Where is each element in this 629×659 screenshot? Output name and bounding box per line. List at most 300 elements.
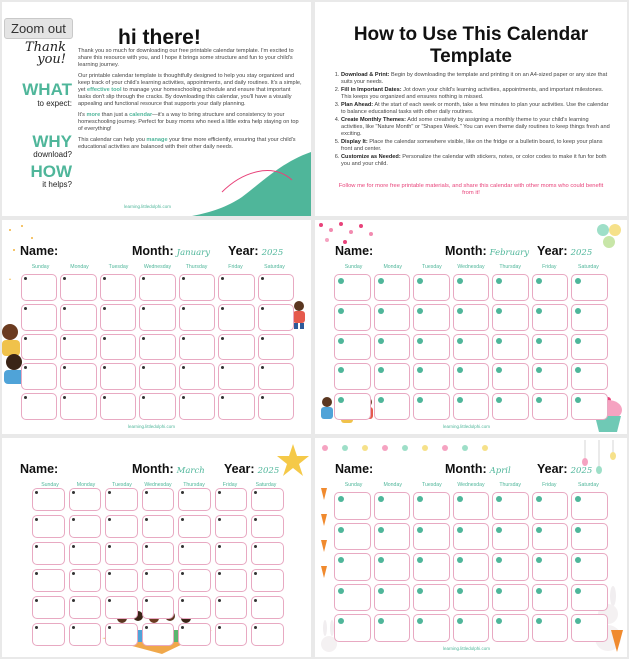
weekday-header (334, 264, 608, 270)
day-cell (374, 274, 411, 301)
day-marker-dot (496, 367, 502, 373)
year-field: Year: 2025 (537, 462, 593, 476)
day-marker-dot (496, 308, 502, 314)
weekday-label: Tuesday (112, 482, 132, 488)
howto-page (315, 2, 627, 216)
weekday-label: Wednesday (457, 264, 485, 270)
name-label: Name: (335, 244, 374, 258)
day-marker-dot (338, 557, 344, 563)
day-marker-dot (536, 338, 542, 344)
day-cell (105, 623, 138, 646)
intro-footer-url: learning.littledolphi.com (124, 204, 172, 209)
day-cell (139, 304, 175, 331)
day-cell (60, 274, 96, 301)
day-marker-dot (181, 572, 184, 575)
day-cell (258, 393, 294, 420)
day-cell (413, 363, 450, 390)
day-marker-dot (24, 277, 27, 280)
day-cell (334, 584, 371, 612)
day-cell (251, 515, 284, 538)
day-marker-dot (457, 397, 463, 403)
day-marker-dot (417, 496, 423, 502)
day-marker-dot (218, 491, 221, 494)
day-cell (69, 569, 102, 592)
day-cell (218, 393, 254, 420)
day-marker-dot (142, 277, 145, 280)
day-marker-dot (536, 367, 542, 373)
day-cell (334, 492, 371, 520)
day-marker-dot (261, 277, 264, 280)
day-cell (492, 584, 529, 612)
day-marker-dot (457, 338, 463, 344)
why-subheading: download? (33, 150, 72, 159)
day-cell (218, 363, 254, 390)
day-marker-dot (417, 338, 423, 344)
day-marker-dot (145, 491, 148, 494)
day-cell (334, 614, 371, 642)
day-cell (69, 488, 102, 511)
day-cell (215, 542, 248, 565)
day-cell (532, 274, 569, 301)
day-marker-dot (24, 337, 27, 340)
day-marker-dot (181, 545, 184, 548)
day-marker-dot (218, 545, 221, 548)
intro-paragraph-1: Thank you so much for downloading our free printable calendar template. I'm excited to share this resource with you, and I hope it brings some structure and fun to your child's learning journey. (78, 48, 294, 68)
weekday-label: Tuesday (421, 264, 442, 270)
day-cell (142, 569, 175, 592)
day-cell (139, 393, 175, 420)
day-cell (492, 393, 529, 420)
day-cell (413, 553, 450, 581)
day-cell (105, 569, 138, 592)
month-field: Month: March (132, 462, 205, 476)
follow-message: Follow me for more free printable materials, and share this calendar with other moms who could benefit from it! (338, 183, 604, 196)
day-marker-dot (378, 367, 384, 373)
day-marker-dot (536, 557, 542, 563)
intro-title: hi there! (118, 26, 201, 49)
day-cell (413, 614, 450, 642)
day-cell (60, 363, 96, 390)
weekday-label: Wednesday (457, 482, 485, 488)
day-cell (532, 614, 569, 642)
day-marker-dot (536, 308, 542, 314)
day-cell (258, 304, 294, 331)
day-cell (571, 304, 608, 331)
day-cell (492, 523, 529, 551)
day-marker-dot (145, 599, 148, 602)
day-marker-dot (221, 396, 224, 399)
day-cell (251, 488, 284, 511)
weekday-label: Friday (222, 482, 238, 488)
day-marker-dot (63, 277, 66, 280)
intro-paragraph-2: Our printable calendar template is thoughtfully designed to help you stay organized and keep track of your child's learning activities, appointments, and daily routines. It's a simple, yet effective tool to manage your homeschooling schedule and ensure that important tasks don't slip through the cracks. By downloading this calendar, you'll have a visually appealing and functional resource that supports your daily planning. (78, 73, 302, 107)
day-marker-dot (261, 307, 264, 310)
calendar-footer-url: learning.littledolphi.com (128, 424, 176, 429)
day-cell (60, 334, 96, 361)
name-label: Name: (20, 244, 59, 258)
day-marker-dot (261, 337, 264, 340)
day-cell (178, 542, 211, 565)
calendar-page-january (2, 220, 311, 434)
intro-paragraph-4: This calendar can help you manage your time more efficiently, ensuring that your child's educational activities are balanced with their other daily needs. (78, 137, 296, 150)
day-marker-dot (378, 557, 384, 563)
day-marker-dot (63, 366, 66, 369)
weekday-label: Friday (542, 482, 557, 488)
name-label: Name: (335, 462, 374, 476)
day-cell (492, 492, 529, 520)
howto-step: 3. Plan Ahead: At the start of each week or month, take a few minutes to plan your activities. Use the calendar to balance educational tasks with other daily routines. (341, 102, 613, 116)
day-cell (374, 492, 411, 520)
day-marker-dot (338, 308, 344, 314)
day-cell (571, 274, 608, 301)
day-cell (492, 304, 529, 331)
day-cell (69, 515, 102, 538)
day-cell (215, 569, 248, 592)
day-cell (251, 596, 284, 619)
weekday-label: Wednesday (143, 264, 172, 270)
day-marker-dot (35, 491, 38, 494)
day-marker-dot (181, 599, 184, 602)
candy-hearts-decoration (595, 222, 625, 252)
day-cell (413, 393, 450, 420)
day-cell (139, 363, 175, 390)
day-cell (32, 569, 65, 592)
carrot-garland-decoration (317, 484, 331, 584)
day-marker-dot (182, 366, 185, 369)
day-cell (105, 488, 138, 511)
day-cell (21, 274, 57, 301)
thank-you-script: Thank you! (24, 40, 66, 67)
day-marker-dot (103, 396, 106, 399)
day-marker-dot (496, 557, 502, 563)
day-marker-dot (575, 557, 581, 563)
day-cell (492, 614, 529, 642)
day-cell (571, 393, 608, 420)
day-cell (571, 584, 608, 612)
day-cell (334, 363, 371, 390)
day-marker-dot (254, 518, 257, 521)
calendar-page-march (2, 438, 311, 657)
day-cell (105, 596, 138, 619)
day-marker-dot (457, 557, 463, 563)
day-cell (179, 363, 215, 390)
howto-step: 2. Fill in Important Dates: Jot down your child's learning activities, appointments, and important milestones. This keeps you organized and ensures nothing is missed. (341, 87, 613, 101)
day-cell (492, 363, 529, 390)
day-cell (532, 363, 569, 390)
day-marker-dot (181, 491, 184, 494)
day-cell (532, 393, 569, 420)
day-marker-dot (35, 599, 38, 602)
year-field: Year: 2025 (228, 244, 284, 258)
day-marker-dot (218, 599, 221, 602)
day-marker-dot (496, 338, 502, 344)
day-marker-dot (218, 572, 221, 575)
day-cell (69, 623, 102, 646)
day-cell (32, 542, 65, 565)
weekday-label: Wednesday (144, 482, 172, 488)
day-marker-dot (575, 367, 581, 373)
weekday-header (21, 264, 294, 270)
day-marker-dot (24, 366, 27, 369)
day-marker-dot (145, 545, 148, 548)
calendar-grid (334, 274, 608, 420)
day-cell (179, 393, 215, 420)
calendar-grid (334, 492, 608, 642)
day-marker-dot (145, 572, 148, 575)
what-heading: WHAT (22, 80, 72, 99)
calendar-page-april (315, 438, 627, 657)
day-marker-dot (182, 337, 185, 340)
day-marker-dot (254, 545, 257, 548)
day-cell (258, 334, 294, 361)
day-cell (21, 304, 57, 331)
day-marker-dot (575, 338, 581, 344)
day-cell (32, 596, 65, 619)
day-cell (453, 553, 490, 581)
day-marker-dot (142, 396, 145, 399)
weekday-label: Sunday (31, 264, 50, 270)
how-heading: HOW (30, 162, 72, 181)
day-marker-dot (145, 626, 148, 629)
day-cell (69, 542, 102, 565)
day-cell (142, 488, 175, 511)
day-cell (374, 523, 411, 551)
day-marker-dot (108, 626, 111, 629)
weekday-label: Thursday (185, 264, 208, 270)
weekday-label: Sunday (344, 264, 363, 270)
day-marker-dot (103, 337, 106, 340)
day-marker-dot (378, 397, 384, 403)
zoom-out-button[interactable]: Zoom out (4, 18, 73, 39)
day-marker-dot (575, 618, 581, 624)
day-marker-dot (35, 545, 38, 548)
why-heading: WHY (32, 132, 72, 151)
day-cell (178, 569, 211, 592)
day-marker-dot (575, 397, 581, 403)
day-marker-dot (378, 588, 384, 594)
day-cell (142, 596, 175, 619)
weekday-label: Friday (542, 264, 557, 270)
day-cell (453, 393, 490, 420)
day-cell (21, 363, 57, 390)
day-marker-dot (142, 337, 145, 340)
day-cell (178, 623, 211, 646)
day-cell (100, 274, 136, 301)
day-marker-dot (35, 518, 38, 521)
weekday-label: Thursday (183, 482, 205, 488)
day-marker-dot (72, 599, 75, 602)
day-cell (179, 334, 215, 361)
day-marker-dot (496, 618, 502, 624)
day-marker-dot (338, 278, 344, 284)
day-cell (100, 393, 136, 420)
day-marker-dot (108, 491, 111, 494)
day-marker-dot (254, 491, 257, 494)
day-marker-dot (72, 626, 75, 629)
day-cell (218, 274, 254, 301)
day-cell (215, 488, 248, 511)
weekday-label: Saturday (264, 264, 285, 270)
day-marker-dot (218, 626, 221, 629)
day-cell (334, 553, 371, 581)
day-marker-dot (145, 518, 148, 521)
day-cell (334, 334, 371, 361)
day-cell (374, 553, 411, 581)
day-marker-dot (218, 518, 221, 521)
day-cell (571, 334, 608, 361)
day-marker-dot (221, 366, 224, 369)
month-field: Month: January (132, 244, 211, 258)
day-marker-dot (575, 278, 581, 284)
day-cell (179, 274, 215, 301)
day-cell (453, 492, 490, 520)
day-marker-dot (72, 518, 75, 521)
day-marker-dot (496, 588, 502, 594)
how-subheading: it helps? (42, 180, 72, 189)
day-marker-dot (378, 618, 384, 624)
howto-title: How to Use This Calendar Template (353, 24, 589, 67)
what-subheading: to expect: (37, 99, 72, 108)
day-marker-dot (378, 278, 384, 284)
day-marker-dot (63, 337, 66, 340)
day-cell (532, 553, 569, 581)
day-marker-dot (338, 527, 344, 533)
day-cell (139, 334, 175, 361)
day-cell (334, 304, 371, 331)
day-marker-dot (496, 496, 502, 502)
day-cell (215, 623, 248, 646)
day-marker-dot (457, 367, 463, 373)
day-cell (374, 393, 411, 420)
day-marker-dot (182, 396, 185, 399)
day-marker-dot (378, 338, 384, 344)
day-marker-dot (142, 366, 145, 369)
day-cell (100, 363, 136, 390)
day-marker-dot (378, 496, 384, 502)
day-marker-dot (496, 527, 502, 533)
day-cell (215, 515, 248, 538)
day-cell (178, 515, 211, 538)
day-cell (492, 334, 529, 361)
day-marker-dot (181, 626, 184, 629)
day-marker-dot (108, 599, 111, 602)
day-marker-dot (575, 588, 581, 594)
day-marker-dot (338, 367, 344, 373)
weekday-label: Monday (383, 264, 402, 270)
day-marker-dot (417, 527, 423, 533)
weekday-label: Thursday (499, 264, 521, 270)
weekday-label: Monday (383, 482, 402, 488)
howto-steps-list (341, 72, 613, 169)
day-cell (334, 274, 371, 301)
day-cell (105, 515, 138, 538)
day-marker-dot (254, 599, 257, 602)
day-marker-dot (457, 618, 463, 624)
day-marker-dot (24, 396, 27, 399)
day-cell (413, 274, 450, 301)
weekday-label: Tuesday (421, 482, 442, 488)
day-cell (334, 523, 371, 551)
day-cell (142, 515, 175, 538)
day-marker-dot (536, 588, 542, 594)
day-marker-dot (221, 277, 224, 280)
day-marker-dot (457, 308, 463, 314)
day-cell (32, 515, 65, 538)
day-cell (532, 334, 569, 361)
day-marker-dot (417, 618, 423, 624)
day-marker-dot (536, 527, 542, 533)
day-marker-dot (378, 308, 384, 314)
day-marker-dot (457, 588, 463, 594)
day-marker-dot (338, 397, 344, 403)
calendar-grid (21, 274, 294, 420)
month-field: Month: February (445, 244, 530, 258)
day-cell (251, 542, 284, 565)
weekday-label: Tuesday (108, 264, 129, 270)
day-cell (374, 614, 411, 642)
day-marker-dot (417, 588, 423, 594)
day-marker-dot (63, 396, 66, 399)
day-cell (532, 492, 569, 520)
day-marker-dot (103, 307, 106, 310)
day-cell (215, 596, 248, 619)
day-cell (571, 492, 608, 520)
day-marker-dot (378, 527, 384, 533)
day-marker-dot (417, 397, 423, 403)
day-cell (251, 623, 284, 646)
day-marker-dot (221, 337, 224, 340)
day-marker-dot (457, 496, 463, 502)
day-marker-dot (108, 518, 111, 521)
day-marker-dot (182, 307, 185, 310)
day-cell (100, 334, 136, 361)
day-marker-dot (254, 572, 257, 575)
day-marker-dot (417, 278, 423, 284)
day-cell (532, 304, 569, 331)
day-cell (374, 363, 411, 390)
day-cell (142, 542, 175, 565)
howto-step: 5. Display It: Place the calendar somewhere visible, like on the fridge or a bulletin board, to keep your plans front and center. (341, 139, 613, 153)
day-cell (32, 623, 65, 646)
day-cell (32, 488, 65, 511)
weekday-label: Friday (228, 264, 243, 270)
day-cell (413, 492, 450, 520)
weekday-label: Sunday (344, 482, 363, 488)
day-marker-dot (221, 307, 224, 310)
day-cell (532, 584, 569, 612)
sun-decoration (276, 442, 310, 482)
day-marker-dot (72, 572, 75, 575)
day-marker-dot (182, 277, 185, 280)
day-marker-dot (575, 527, 581, 533)
howto-step: 6. Customize as Needed: Personalize the calendar with stickers, notes, or color codes to make it fun for both you and your child. (341, 154, 613, 168)
intro-body (78, 48, 302, 155)
day-marker-dot (536, 496, 542, 502)
weekday-label: Monday (70, 264, 89, 270)
day-cell (453, 614, 490, 642)
day-cell (178, 596, 211, 619)
day-marker-dot (35, 572, 38, 575)
day-marker-dot (72, 545, 75, 548)
day-cell (258, 274, 294, 301)
day-cell (21, 393, 57, 420)
weekday-label: Sunday (41, 482, 59, 488)
day-marker-dot (108, 545, 111, 548)
day-marker-dot (181, 518, 184, 521)
day-marker-dot (338, 338, 344, 344)
day-cell (492, 274, 529, 301)
day-cell (413, 304, 450, 331)
